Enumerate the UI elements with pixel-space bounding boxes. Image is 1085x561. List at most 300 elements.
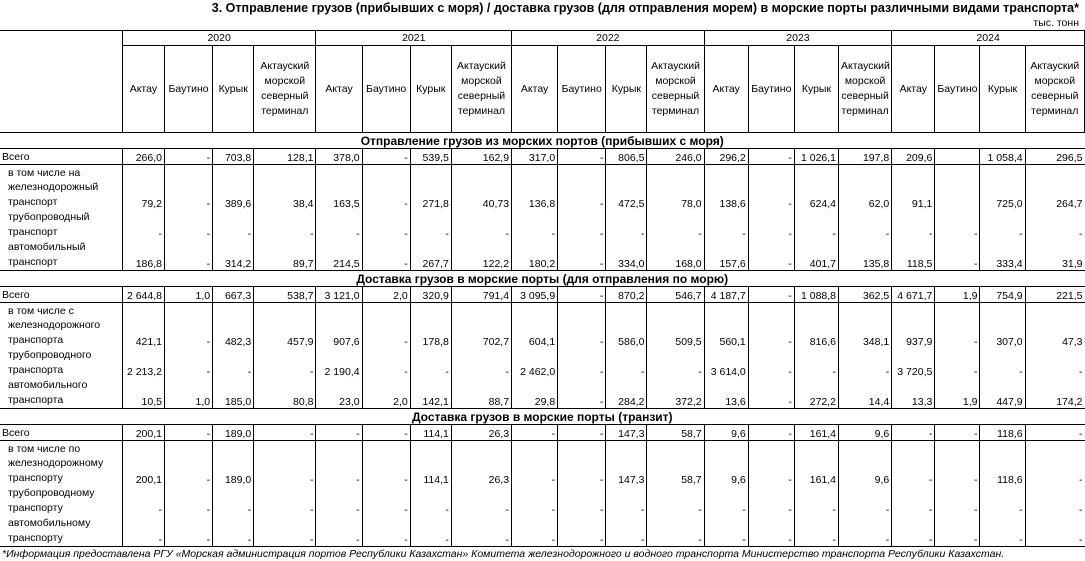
table-cell: - [362, 318, 410, 348]
table-cell: - [892, 516, 935, 547]
table-cell: - [362, 240, 410, 271]
table-cell: 1 058,4 [980, 149, 1025, 165]
table-cell: - [512, 210, 558, 240]
table-cell [213, 303, 254, 319]
row-label: железнодорожный транспорт [8, 181, 99, 208]
table-cell: - [647, 516, 704, 547]
port-header: Актау [316, 46, 362, 133]
table-cell [410, 303, 451, 319]
table-cell: - [316, 456, 362, 486]
table-cell: 168,0 [647, 240, 704, 271]
table-cell: - [512, 425, 558, 441]
table-cell: - [980, 516, 1025, 547]
table-cell: 29,8 [512, 378, 558, 409]
table-row [0, 210, 1085, 240]
table-cell: - [122, 516, 164, 547]
port-header: Актау [122, 46, 164, 133]
table-cell: 2 213,2 [122, 348, 164, 378]
table-cell: 307,0 [980, 318, 1025, 348]
table-cell: - [410, 486, 451, 516]
table-cell: 560,1 [704, 318, 748, 348]
table-cell: 937,9 [892, 318, 935, 348]
table-cell [606, 303, 647, 319]
table-cell: 89,7 [254, 240, 316, 271]
table-cell: 791,4 [451, 287, 511, 303]
table-cell [748, 303, 794, 319]
table-cell: 142,1 [410, 378, 451, 409]
table-cell: 703,8 [213, 149, 254, 165]
table-cell: 147,3 [606, 456, 647, 486]
table-cell: - [451, 210, 511, 240]
table-cell: 62,0 [839, 180, 892, 210]
row-label: трубопроводному транспорту [8, 487, 95, 514]
table-cell [704, 303, 748, 319]
table-cell: - [839, 348, 892, 378]
table-cell: 200,1 [122, 456, 164, 486]
table-cell: - [1025, 210, 1084, 240]
table-cell: 14,4 [839, 378, 892, 409]
port-header: Баутино [362, 46, 410, 133]
table-cell: - [935, 210, 980, 240]
table-cell: 1 026,1 [794, 149, 838, 165]
table-cell: - [512, 486, 558, 516]
table-cell: - [558, 456, 606, 486]
table-cell: 546,7 [647, 287, 704, 303]
port-header: Актауский морской северный терминал [451, 46, 511, 133]
table-cell: 421,1 [122, 318, 164, 348]
section-title: Доставка грузов в морские порты (транзит) [0, 409, 1085, 425]
table-cell: 2,0 [362, 378, 410, 409]
table-cell: - [451, 348, 511, 378]
table-cell: - [512, 516, 558, 547]
table-cell: - [558, 425, 606, 441]
table-cell: 1,9 [935, 287, 980, 303]
table-cell: - [254, 425, 316, 441]
table-cell: - [892, 210, 935, 240]
table-row [0, 318, 1085, 348]
table-cell: 907,6 [316, 318, 362, 348]
table-cell: 178,8 [410, 318, 451, 348]
table-cell: 189,0 [213, 425, 254, 441]
table-cell: 221,5 [1025, 287, 1084, 303]
table-cell: 88,7 [451, 378, 511, 409]
table-cell: 114,1 [410, 456, 451, 486]
table-cell [839, 441, 892, 457]
row-label: железнодорожному транспорту [8, 457, 104, 484]
table-cell [794, 165, 838, 181]
table-cell [316, 303, 362, 319]
table-cell: - [1025, 348, 1084, 378]
table-cell: - [606, 210, 647, 240]
table-row [0, 456, 1085, 486]
table-cell: - [1025, 425, 1084, 441]
section-header-row [0, 409, 1085, 425]
table-cell: - [748, 287, 794, 303]
unit-label: тыс. тонн [1033, 17, 1079, 29]
table-cell: - [748, 318, 794, 348]
table-cell [1025, 303, 1084, 319]
table-cell: 80,8 [254, 378, 316, 409]
table-cell [935, 441, 980, 457]
table-cell: 3 095,9 [512, 287, 558, 303]
table-cell: 10,5 [122, 378, 164, 409]
table-cell: - [935, 425, 980, 441]
table-cell [980, 165, 1025, 181]
table-cell [1025, 441, 1084, 457]
table-body [0, 133, 1085, 547]
table-cell: 2 644,8 [122, 287, 164, 303]
table-cell: 482,3 [213, 318, 254, 348]
table-cell [213, 441, 254, 457]
table-cell [254, 303, 316, 319]
port-header: Курык [410, 46, 451, 133]
table-cell: 118,6 [980, 456, 1025, 486]
table-cell: - [558, 378, 606, 409]
table-cell: 1,0 [164, 287, 212, 303]
port-header-row [0, 46, 1085, 133]
table-cell: - [794, 486, 838, 516]
row-label: автомобильного транспорта [0, 378, 122, 409]
table-row [0, 240, 1085, 271]
table-cell: - [748, 210, 794, 240]
table-cell: - [606, 348, 647, 378]
table-cell: 118,6 [980, 425, 1025, 441]
port-header: Актау [512, 46, 558, 133]
table-cell: 2 190,4 [316, 348, 362, 378]
table-cell [362, 165, 410, 181]
table-cell: 1,0 [164, 378, 212, 409]
table-cell [794, 441, 838, 457]
table-cell [839, 165, 892, 181]
table-title: 3. Отправление грузов (прибывших с моря) / доставка грузов (для отправления морем) в морские порты различными видами транспорта* [211, 1, 1079, 15]
table-cell: 162,9 [451, 149, 511, 165]
table-cell: 9,6 [704, 456, 748, 486]
port-header: Курык [980, 46, 1025, 133]
table-cell: - [748, 149, 794, 165]
table-cell: 122,2 [451, 240, 511, 271]
table-cell: - [606, 486, 647, 516]
table-cell: 4 187,7 [704, 287, 748, 303]
table-cell: 401,7 [794, 240, 838, 271]
table-cell: - [748, 516, 794, 547]
table-cell: - [164, 486, 212, 516]
table-cell: 186,8 [122, 240, 164, 271]
row-label-header [0, 31, 122, 133]
table-cell: 3 720,5 [892, 348, 935, 378]
table-row [0, 149, 1085, 165]
table-cell: 9,6 [839, 425, 892, 441]
row-label: железнодорожного транспорта [8, 319, 101, 346]
table-cell: 31,9 [1025, 240, 1084, 271]
table-cell [892, 441, 935, 457]
footnote: *Информация предоставлена РГУ «Морская администрация портов Республики Казахстан» Комитета железнодорожного и водного транспорта Министерство транспорта Республики Казахстан. [2, 548, 1005, 560]
table-cell: - [748, 180, 794, 210]
table-cell: - [451, 486, 511, 516]
table-cell: - [362, 210, 410, 240]
row-label: Всего [0, 425, 122, 441]
table-cell: 296,2 [704, 149, 748, 165]
table-cell [512, 165, 558, 181]
table-row [0, 441, 1085, 457]
table-cell: - [980, 486, 1025, 516]
table-cell: 214,5 [316, 240, 362, 271]
table-cell: - [748, 456, 794, 486]
port-header: Баутино [558, 46, 606, 133]
table-cell [647, 303, 704, 319]
table-cell: 586,0 [606, 318, 647, 348]
table-cell: - [1025, 516, 1084, 547]
table-cell: - [839, 486, 892, 516]
table-cell [558, 303, 606, 319]
table-cell [362, 441, 410, 457]
table-cell [254, 441, 316, 457]
table-cell [122, 441, 164, 457]
row-label: трубопроводного транспорта [8, 349, 92, 376]
table-cell [935, 149, 980, 165]
table-cell: 447,9 [980, 378, 1025, 409]
table-cell: 457,9 [254, 318, 316, 348]
table-cell: 40,73 [451, 180, 511, 210]
port-header: Актау [704, 46, 748, 133]
table-cell: 163,5 [316, 180, 362, 210]
table-cell: 136,8 [512, 180, 558, 210]
table-cell: 2 462,0 [512, 348, 558, 378]
table-cell: 47,3 [1025, 318, 1084, 348]
table-cell: 246,0 [647, 149, 704, 165]
table-cell: - [748, 486, 794, 516]
table-cell: 320,9 [410, 287, 451, 303]
table-cell: - [558, 516, 606, 547]
table-cell: - [558, 318, 606, 348]
table-cell: - [558, 486, 606, 516]
section-title: Доставка грузов в морские порты (для отправления по морю) [0, 271, 1085, 287]
table-cell: 389,6 [213, 180, 254, 210]
table-cell: - [164, 318, 212, 348]
table-cell: 314,2 [213, 240, 254, 271]
table-cell: 604,1 [512, 318, 558, 348]
table-cell [512, 441, 558, 457]
table-cell: 13,6 [704, 378, 748, 409]
table-cell: 378,0 [316, 149, 362, 165]
port-header: Баутино [748, 46, 794, 133]
row-label: трубопроводный транспорт [8, 211, 90, 238]
table-cell: - [748, 378, 794, 409]
table-row [0, 165, 1085, 181]
table-cell: - [935, 516, 980, 547]
table-cell: - [892, 456, 935, 486]
port-header: Баутино [164, 46, 212, 133]
table-cell: 58,7 [647, 425, 704, 441]
table-cell: - [316, 486, 362, 516]
table-cell: - [164, 149, 212, 165]
port-header: Курык [213, 46, 254, 133]
table-cell: 3 121,0 [316, 287, 362, 303]
table-cell [362, 303, 410, 319]
table-cell: 26,3 [451, 456, 511, 486]
table-cell: - [254, 210, 316, 240]
table-cell [980, 441, 1025, 457]
port-header: Курык [794, 46, 838, 133]
table-cell: - [1025, 486, 1084, 516]
table-cell: - [213, 210, 254, 240]
table-cell: 135,8 [839, 240, 892, 271]
table-cell [213, 165, 254, 181]
table-cell: - [606, 516, 647, 547]
table-cell: - [704, 486, 748, 516]
table-cell: 180,2 [512, 240, 558, 271]
table-cell [164, 441, 212, 457]
table-cell: 348,1 [839, 318, 892, 348]
table-cell: - [647, 210, 704, 240]
table-cell: 725,0 [980, 180, 1025, 210]
freight-table [0, 30, 1085, 547]
table-cell: 79,2 [122, 180, 164, 210]
table-cell: - [704, 210, 748, 240]
table-cell: 272,2 [794, 378, 838, 409]
year-header: 2021 [316, 31, 512, 46]
table-cell: - [362, 348, 410, 378]
table-cell: - [748, 348, 794, 378]
table-cell: 26,3 [451, 425, 511, 441]
table-cell [935, 303, 980, 319]
table-cell [935, 180, 980, 210]
table-cell [935, 165, 980, 181]
table-cell: 128,1 [254, 149, 316, 165]
table-cell: 267,7 [410, 240, 451, 271]
table-cell: - [892, 425, 935, 441]
table-cell: 271,8 [410, 180, 451, 210]
table-cell: - [935, 486, 980, 516]
table-cell: 816,6 [794, 318, 838, 348]
table-cell: - [935, 348, 980, 378]
table-row [0, 303, 1085, 319]
table-cell: 157,6 [704, 240, 748, 271]
table-cell: 138,6 [704, 180, 748, 210]
table-cell: 1 088,8 [794, 287, 838, 303]
table-row [0, 180, 1085, 210]
table-cell: 114,1 [410, 425, 451, 441]
table-cell: - [410, 516, 451, 547]
table-cell [794, 303, 838, 319]
table-cell: 624,4 [794, 180, 838, 210]
table-cell: - [839, 210, 892, 240]
table-cell: - [558, 348, 606, 378]
table-cell [606, 165, 647, 181]
table-cell [558, 165, 606, 181]
table-row [0, 425, 1085, 441]
port-header: Актау [892, 46, 935, 133]
table-row [0, 486, 1085, 516]
table-cell: 667,3 [213, 287, 254, 303]
table-cell: - [164, 210, 212, 240]
table-cell [122, 165, 164, 181]
table-cell [839, 303, 892, 319]
table-cell: - [451, 516, 511, 547]
table-cell: - [647, 486, 704, 516]
table-cell [122, 303, 164, 319]
table-cell [558, 441, 606, 457]
table-cell [451, 441, 511, 457]
table-cell: 509,5 [647, 318, 704, 348]
table-cell: - [980, 348, 1025, 378]
table-cell: - [935, 318, 980, 348]
table-cell: 702,7 [451, 318, 511, 348]
table-cell: - [164, 348, 212, 378]
table-cell: 147,3 [606, 425, 647, 441]
table-cell: - [254, 486, 316, 516]
table-cell [451, 165, 511, 181]
table-cell: - [362, 486, 410, 516]
table-cell: 174,2 [1025, 378, 1084, 409]
table-cell: 333,4 [980, 240, 1025, 271]
table-cell: 161,4 [794, 456, 838, 486]
table-cell: - [512, 456, 558, 486]
table-cell [647, 441, 704, 457]
table-cell: - [362, 180, 410, 210]
section-header-row [0, 271, 1085, 287]
table-cell: - [254, 348, 316, 378]
table-cell: 806,5 [606, 149, 647, 165]
year-header: 2022 [512, 31, 705, 46]
row-label: Всего [0, 287, 122, 303]
table-cell: - [410, 348, 451, 378]
table-cell: - [980, 210, 1025, 240]
table-cell [512, 303, 558, 319]
table-cell: 9,6 [839, 456, 892, 486]
table-cell [704, 165, 748, 181]
table-cell: 538,7 [254, 287, 316, 303]
table-cell [748, 441, 794, 457]
port-header: Актауский морской северный терминал [647, 46, 704, 133]
table-cell: 362,5 [839, 287, 892, 303]
table-row [0, 348, 1085, 378]
table-cell: - [892, 486, 935, 516]
year-header-row [0, 31, 1085, 46]
table-cell: 200,1 [122, 425, 164, 441]
table-cell: - [794, 516, 838, 547]
table-cell: 870,2 [606, 287, 647, 303]
table-cell: - [410, 210, 451, 240]
row-label: в том числе на [8, 166, 81, 179]
row-label: автомобильному транспорту [0, 516, 122, 547]
table-cell: 189,0 [213, 456, 254, 486]
table-cell [410, 441, 451, 457]
year-header: 2023 [704, 31, 892, 46]
table-cell: 38,4 [254, 180, 316, 210]
table-cell: - [647, 348, 704, 378]
table-cell: - [558, 180, 606, 210]
table-cell: 334,0 [606, 240, 647, 271]
table-cell [410, 165, 451, 181]
table-cell: - [213, 516, 254, 547]
row-label: в том числе по [8, 442, 81, 455]
table-cell: - [748, 240, 794, 271]
table-cell: 539,5 [410, 149, 451, 165]
table-cell: - [748, 425, 794, 441]
table-cell: - [316, 210, 362, 240]
table-cell [980, 303, 1025, 319]
table-cell: 9,6 [704, 425, 748, 441]
table-row [0, 287, 1085, 303]
table-cell: - [935, 240, 980, 271]
table-cell: 266,0 [122, 149, 164, 165]
port-header: Актауский морской северный терминал [839, 46, 892, 133]
table-cell: - [839, 516, 892, 547]
year-header: 2024 [892, 31, 1085, 46]
table-cell [606, 441, 647, 457]
section-header-row [0, 133, 1085, 149]
year-header: 2020 [122, 31, 316, 46]
